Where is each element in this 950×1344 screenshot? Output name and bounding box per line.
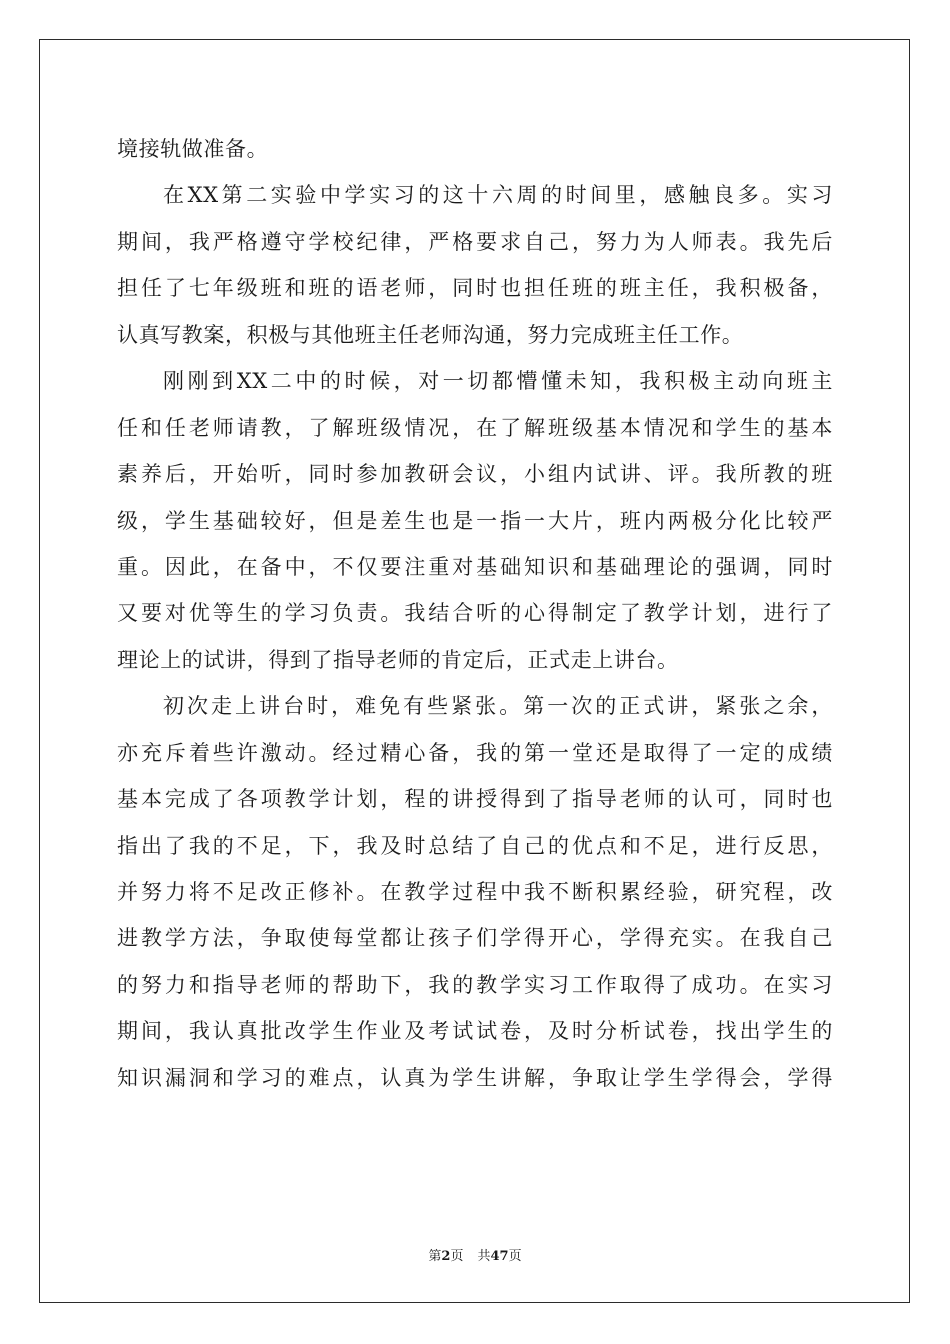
text-line: 任和任老师请教，了解班级情况，在了解班级基本情况和学生的基本 <box>117 415 833 440</box>
text-line: 的努力和指导老师的帮助下，我的教学实习工作取得了成功。在实习 <box>117 972 833 997</box>
text-line: 级，学生基础较好，但是差生也是一指一大片，班内两极分化比较严 <box>117 508 833 533</box>
text-line: 刚刚到XX二中的时候，对一切都懵懂未知，我积极主动向班主 <box>163 369 833 394</box>
text-line: 指出了我的不足，下，我及时总结了自己的优点和不足，进行反思， <box>117 833 833 858</box>
text-line: 并努力将不足改正修补。在教学过程中我不断积累经验，研究程，改 <box>117 880 833 904</box>
document-body <box>117 126 833 1101</box>
footer-page-prefix: 第 <box>428 1249 442 1264</box>
text-line: 重。因此，在备中，不仅要注重对基础知识和基础理论的强调，同时 <box>117 554 833 579</box>
text-line: 期间，我认真批改学生作业及考试试卷，及时分析试卷，找出学生的 <box>117 1019 833 1044</box>
text-line: 担任了七年级班和班的语老师，同时也担任班的班主任，我积极备， <box>117 276 833 301</box>
text-line: 在XX第二实验中学实习的这十六周的时间里，感触良多。实习 <box>163 183 833 208</box>
page-footer <box>0 1245 950 1264</box>
text-line: 认真写教案，积极与其他班主任老师沟通，努力完成班主任工作。 <box>117 322 744 347</box>
text-line: 境接轨做准备。 <box>117 137 269 161</box>
text-line: 知识漏洞和学习的难点，认真为学生讲解，争取让学生学得会，学得 <box>117 1065 833 1090</box>
footer-page-suffix: 页 <box>450 1249 464 1264</box>
text-line: 初次走上讲台时，难免有些紧张。第一次的正式讲，紧张之余， <box>163 694 833 719</box>
text-line: 基本完成了各项教学计划，程的讲授得到了指导老师的认可，同时也 <box>117 787 833 812</box>
text-line: 进教学方法，争取使每堂都让孩子们学得开心，学得充实。在我自己 <box>117 926 833 951</box>
text-line: 又要对优等生的学习负责。我结合听的心得制定了教学计划，进行了 <box>117 601 833 626</box>
text-line: 期间，我严格遵守学校纪律，严格要求自己，努力为人师表。我先后 <box>117 229 833 254</box>
text-line: 亦充斥着些许激动。经过精心备，我的第一堂还是取得了一定的成绩 <box>117 740 833 765</box>
text-line: 素养后，开始听，同时参加教研会议，小组内试讲、评。我所教的班 <box>117 462 833 487</box>
footer-total-prefix: 共 <box>477 1249 491 1264</box>
footer-total-pages: 47 <box>490 1249 509 1264</box>
text-line: 理论上的试讲，得到了指导老师的肯定后，正式走上讲台。 <box>117 647 679 672</box>
footer-total-suffix: 页 <box>508 1249 522 1264</box>
footer-page-number: 2 <box>441 1249 451 1264</box>
